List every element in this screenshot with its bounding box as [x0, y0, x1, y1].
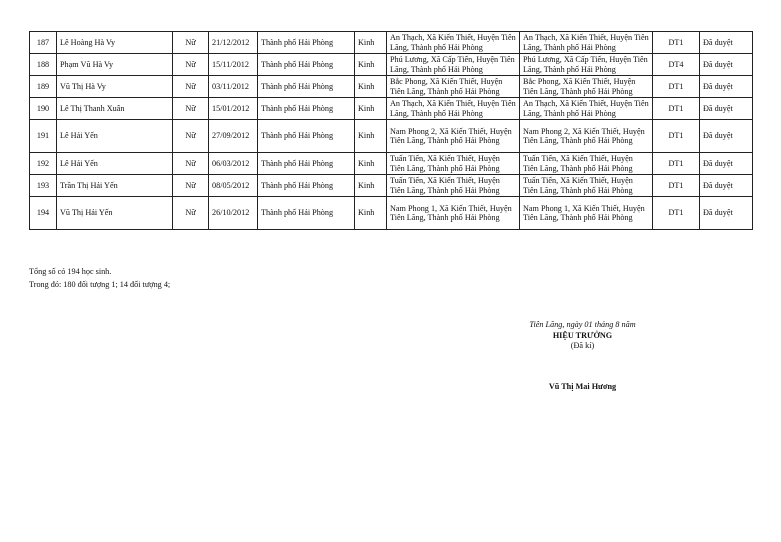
gender-cell: Nữ	[173, 120, 209, 153]
student-name: Trần Thị Hải Yến	[57, 175, 173, 197]
birthplace-cell: Thành phố Hải Phòng	[258, 175, 355, 197]
summary-total: Tổng số có 194 học sinh.	[29, 267, 112, 276]
signature-role: HIỆU TRƯỞNG	[552, 330, 613, 340]
gender-cell: Nữ	[173, 197, 209, 230]
gender-cell: Nữ	[173, 98, 209, 120]
row-number: 189	[30, 76, 57, 98]
object-code-cell: DT1	[653, 76, 700, 98]
summary-breakdown: Trong đó: 180 đối tượng 1; 14 đối tượng 4;	[29, 279, 171, 289]
ethnicity-cell: Kinh	[355, 153, 387, 175]
object-code-cell: DT1	[653, 175, 700, 197]
status-cell: Đã duyệt	[700, 175, 753, 197]
birthplace-cell: Thành phố Hải Phòng	[258, 197, 355, 230]
row-number: 194	[30, 197, 57, 230]
ethnicity-cell: Kinh	[355, 32, 387, 54]
signature-place-date: Tiên Lãng, ngày 01 tháng 8 năm	[529, 320, 636, 329]
object-code-cell: DT1	[653, 120, 700, 153]
birthplace-cell: Thành phố Hải Phòng	[258, 120, 355, 153]
birth-date-cell: 15/01/2012	[209, 98, 258, 120]
student-name: Lê Hoàng Hà Vy	[57, 32, 173, 54]
hometown-cell: An Thạch, Xã Kiến Thiết, Huyện Tiên Lãng, Thành phố Hải Phòng	[387, 98, 520, 120]
row-number: 187	[30, 32, 57, 54]
table-row	[30, 54, 753, 76]
row-number: 191	[30, 120, 57, 153]
summary-block	[29, 266, 170, 291]
residence-cell: Nam Phong 2, Xã Kiến Thiết, Huyện Tiên Lãng, Thành phố Hải Phòng	[520, 120, 653, 153]
row-number: 192	[30, 153, 57, 175]
student-name: Lê Hải Yến	[57, 120, 173, 153]
object-code-cell: DT1	[653, 153, 700, 175]
ethnicity-cell: Kinh	[355, 98, 387, 120]
table-row	[30, 76, 753, 98]
ethnicity-cell: Kinh	[355, 120, 387, 153]
signature-name: Vũ Thị Mai Hương	[548, 381, 617, 391]
student-name: Lê Thị Thanh Xuân	[57, 98, 173, 120]
ethnicity-cell: Kinh	[355, 76, 387, 98]
status-cell: Đã duyệt	[700, 197, 753, 230]
object-code-cell: DT1	[653, 197, 700, 230]
birth-date-cell: 06/03/2012	[209, 153, 258, 175]
hometown-cell: Nam Phong 2, Xã Kiến Thiết, Huyện Tiên Lãng, Thành phố Hải Phòng	[387, 120, 520, 153]
signature-note: (Đã kí)	[570, 341, 595, 350]
hometown-cell: Phú Lương, Xã Cấp Tiến, Huyện Tiên Lãng, Thành phố Hải Phòng	[387, 54, 520, 76]
residence-cell: Tuấn Tiến, Xã Kiến Thiết, Huyện Tiên Lãng, Thành phố Hải Phòng	[520, 175, 653, 197]
birth-date-cell: 03/11/2012	[209, 76, 258, 98]
birthplace-cell: Thành phố Hải Phòng	[258, 98, 355, 120]
birth-date-cell: 26/10/2012	[209, 197, 258, 230]
birth-date-cell: 21/12/2012	[209, 32, 258, 54]
student-name: Phạm Vũ Hà Vy	[57, 54, 173, 76]
ethnicity-cell: Kinh	[355, 175, 387, 197]
status-cell: Đã duyệt	[700, 153, 753, 175]
status-cell: Đã duyệt	[700, 120, 753, 153]
hometown-cell: An Thạch, Xã Kiến Thiết, Huyện Tiên Lãng, Thành phố Hải Phòng	[387, 32, 520, 54]
ethnicity-cell: Kinh	[355, 54, 387, 76]
birth-date-cell: 15/11/2012	[209, 54, 258, 76]
status-cell: Đã duyệt	[700, 32, 753, 54]
status-cell: Đã duyệt	[700, 54, 753, 76]
gender-cell: Nữ	[173, 54, 209, 76]
table-row	[30, 175, 753, 197]
birthplace-cell: Thành phố Hải Phòng	[258, 76, 355, 98]
table-row	[30, 197, 753, 230]
gender-cell: Nữ	[173, 153, 209, 175]
row-number: 190	[30, 98, 57, 120]
student-roster-table	[29, 31, 753, 230]
birthplace-cell: Thành phố Hải Phòng	[258, 153, 355, 175]
birth-date-cell: 27/09/2012	[209, 120, 258, 153]
residence-cell: An Thạch, Xã Kiến Thiết, Huyện Tiên Lãng, Thành phố Hải Phòng	[520, 98, 653, 120]
residence-cell: Tuấn Tiến, Xã Kiến Thiết, Huyện Tiên Lãng, Thành phố Hải Phòng	[520, 153, 653, 175]
residence-cell: Nam Phong 1, Xã Kiến Thiết, Huyện Tiên Lãng, Thành phố Hải Phòng	[520, 197, 653, 230]
residence-cell: Bắc Phong, Xã Kiến Thiết, Huyện Tiên Lãng, Thành phố Hải Phòng	[520, 76, 653, 98]
birth-date-cell: 08/05/2012	[209, 175, 258, 197]
hometown-cell: Tuấn Tiến, Xã Kiến Thiết, Huyện Tiên Lãng, Thành phố Hải Phòng	[387, 153, 520, 175]
object-code-cell: DT1	[653, 32, 700, 54]
status-cell: Đã duyệt	[700, 98, 753, 120]
student-name: Lê Hải Yến	[57, 153, 173, 175]
birthplace-cell: Thành phố Hải Phòng	[258, 54, 355, 76]
residence-cell: An Thạch, Xã Kiến Thiết, Huyện Tiên Lãng, Thành phố Hải Phòng	[520, 32, 653, 54]
table-row	[30, 32, 753, 54]
birthplace-cell: Thành phố Hải Phòng	[258, 32, 355, 54]
hometown-cell: Tuấn Tiến, Xã Kiến Thiết, Huyện Tiên Lãng, Thành phố Hải Phòng	[387, 175, 520, 197]
gender-cell: Nữ	[173, 32, 209, 54]
hometown-cell: Nam Phong 1, Xã Kiến Thiết, Huyện Tiên Lãng, Thành phố Hải Phòng	[387, 197, 520, 230]
table-row	[30, 120, 753, 153]
row-number: 193	[30, 175, 57, 197]
row-number: 188	[30, 54, 57, 76]
gender-cell: Nữ	[173, 175, 209, 197]
ethnicity-cell: Kinh	[355, 197, 387, 230]
status-cell: Đã duyệt	[700, 76, 753, 98]
gender-cell: Nữ	[173, 76, 209, 98]
table-row	[30, 153, 753, 175]
signature-block	[500, 320, 665, 392]
object-code-cell: DT1	[653, 98, 700, 120]
residence-cell: Phú Lương, Xã Cấp Tiến, Huyện Tiên Lãng, Thành phố Hải Phòng	[520, 54, 653, 76]
student-name: Vũ Thị Hà Vy	[57, 76, 173, 98]
table-row	[30, 98, 753, 120]
hometown-cell: Bắc Phong, Xã Kiến Thiết, Huyện Tiên Lãng, Thành phố Hải Phòng	[387, 76, 520, 98]
object-code-cell: DT4	[653, 54, 700, 76]
student-name: Vũ Thị Hải Yến	[57, 197, 173, 230]
